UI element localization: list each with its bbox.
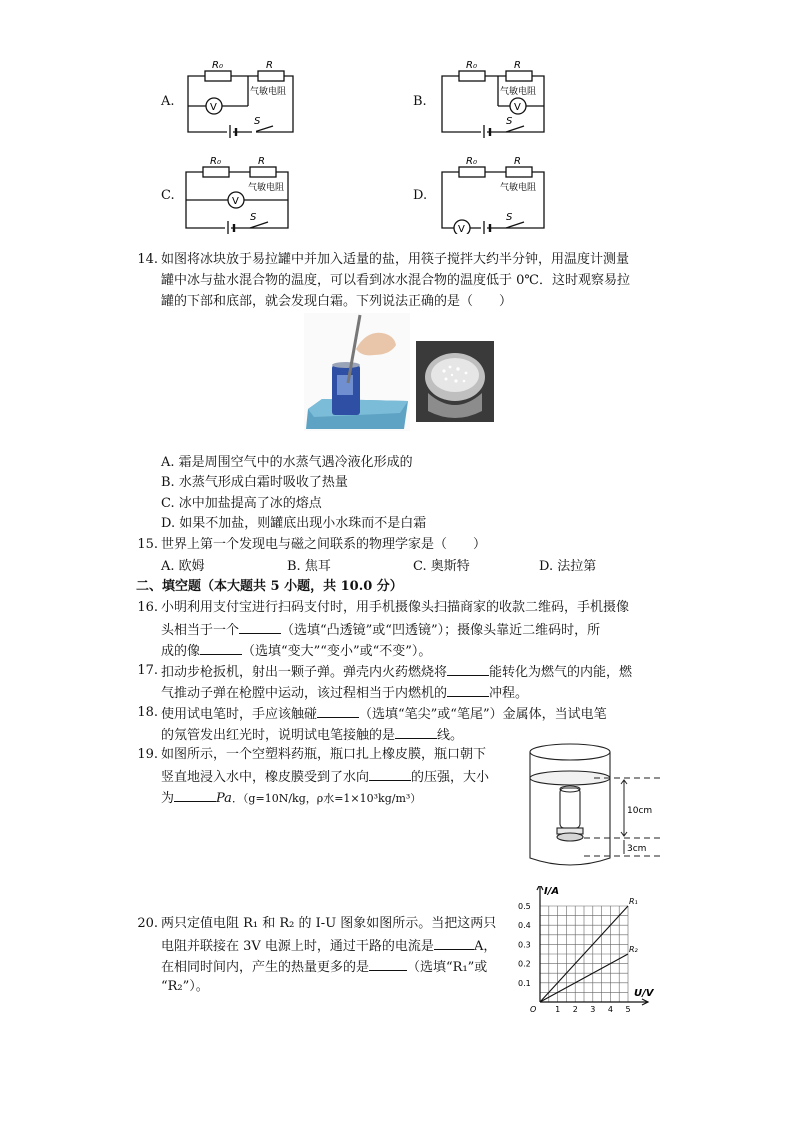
r-label: R — [258, 156, 265, 167]
q14-option-c[interactable]: C. 冰中加盐提高了冰的熔点 — [161, 496, 322, 511]
q19-line-2-a: 竖直地浸入水中，橡皮膜受到了水向 — [161, 770, 370, 785]
q20-blank-1[interactable] — [434, 935, 474, 950]
q16-number: 16. — [137, 600, 158, 615]
circuit-a-diagram — [178, 56, 298, 138]
x-tick-label: 5 — [625, 1005, 631, 1014]
q15-text: 世界上第一个发现电与磁之间联系的物理学家是（ ） — [161, 537, 487, 552]
r-label: R — [514, 60, 521, 71]
q14-line-1: 如图将冰块放于易拉罐中并加入适量的盐，用筷子搅拌大约半分钟，用温度计测量 — [161, 252, 630, 267]
x-tick-label: 2 — [572, 1005, 578, 1014]
x-tick-label: 4 — [607, 1005, 613, 1014]
q17-blank-1[interactable] — [447, 661, 489, 676]
q20-line-3 — [161, 956, 487, 978]
q18-line-1 — [161, 703, 607, 725]
series-label-2: R₂ — [629, 945, 638, 954]
q20-number: 20. — [137, 916, 158, 931]
r0-label: R₀ — [466, 60, 477, 71]
q17-line-1 — [161, 661, 632, 683]
q18-line-1-b: （选填“笔尖”或“笔尾”）金属体，当试电笔 — [359, 707, 607, 722]
r0-label: R₀ — [210, 156, 221, 167]
q16-line-2-b: （选填“凸透镜”或“凹透镜”）；摄像头靠近二维码时，所 — [281, 623, 601, 638]
q14-line-2: 罐中冰与盐水混合物的温度，可以看到冰水混合物的温度低于 0℃．这时观察易拉 — [161, 273, 630, 288]
q19-line-2 — [161, 766, 489, 788]
depth-3cm-label: 3cm — [627, 844, 647, 854]
r0-label: R₀ — [466, 156, 477, 167]
sensor-label: 气敏电阻 — [500, 183, 537, 193]
iu-graph — [516, 886, 664, 1016]
y-axis-label: I/A — [544, 886, 560, 897]
circuit-b-diagram — [432, 56, 552, 138]
q18-number: 18. — [137, 705, 158, 720]
q20-line-4: “R₂”）。 — [161, 979, 209, 994]
q19-line-1: 如图所示，一个空塑料药瓶，瓶口扎上橡皮膜，瓶口朝下 — [161, 747, 487, 762]
q15-option-c[interactable]: C. 奥斯特 — [413, 559, 470, 574]
q19-blank-2[interactable] — [174, 787, 216, 802]
q20-line-3-a: 在相同时间内，产生的热量更多的是 — [161, 960, 370, 975]
q20-line-1: 两只定值电阻 R₁ 和 R₂ 的 I-U 图象如图所示。当把这两只 — [161, 916, 497, 931]
r-label: R — [514, 156, 521, 167]
q17-line-2-b: 冲程。 — [489, 686, 529, 701]
q17-line-2-a: 气推动子弹在枪膛中运动，该过程相当于内燃机的 — [161, 686, 448, 701]
circuit-c-diagram — [176, 152, 296, 234]
q20-blank-2[interactable] — [369, 956, 407, 971]
option-d-letter[interactable]: D. — [413, 188, 428, 203]
q16-line-1: 小明利用支付宝进行扫码支付时，用手机摄像头扫描商家的收款二维码，手机摄像 — [161, 600, 630, 615]
q16-line-2-a: 头相当于一个 — [161, 623, 240, 638]
voltmeter-label: V — [458, 224, 465, 234]
switch-label: S — [506, 212, 513, 223]
option-a-letter[interactable]: A. — [161, 94, 175, 109]
q17-line-1-b: 能转化为燃气的内能，燃 — [489, 665, 633, 680]
q18-line-1-a: 使用试电笔时，手应该触碰 — [161, 707, 318, 722]
q14-option-a[interactable]: A. 霜是周围空气中的水蒸气遇冷液化形成的 — [161, 455, 413, 470]
y-tick-label: 0.2 — [518, 959, 531, 969]
voltmeter-label: V — [514, 102, 521, 113]
voltmeter-label: V — [210, 102, 217, 113]
x-tick-label: 1 — [555, 1005, 561, 1014]
q20-line-3-b: （选填“R₁”或 — [407, 960, 488, 975]
q15-option-b[interactable]: B. 焦耳 — [287, 559, 331, 574]
circuit-d-diagram — [432, 152, 552, 234]
q17-line-1-a: 扣动步枪扳机，射出一颗子弹。弹壳内火药燃烧将 — [161, 665, 448, 680]
q14-line-3: 罐的下部和底部，就会发现白霜。下列说法正确的是（ ） — [161, 294, 513, 309]
q20-line-2 — [161, 935, 496, 957]
x-axis-label: U/V — [634, 988, 654, 999]
x-tick-label: 3 — [590, 1005, 596, 1014]
switch-label: S — [250, 212, 257, 223]
q19-line-3-a: 为 — [161, 791, 175, 806]
q20-line-2-a: 电阻并联接在 3V 电源上时，通过干路的电流是 — [161, 939, 434, 954]
q16-line-3 — [161, 640, 431, 662]
y-tick-label: 0.1 — [518, 978, 531, 988]
q19-line-3-c: ．（g=10N/kg，ρ水=1×10³kg/m³） — [231, 792, 422, 805]
q16-line-3-a: 成的像 — [161, 644, 201, 659]
q16-line-3-b: （选填“变大”“变小”或“不变”）。 — [242, 644, 432, 659]
sensor-label: 气敏电阻 — [248, 183, 285, 193]
sensor-label: 气敏电阻 — [250, 87, 287, 97]
q15-option-a[interactable]: A. 欧姆 — [161, 559, 205, 574]
depth-10cm-label: 10cm — [627, 806, 653, 816]
q18-line-2-a: 的氖管发出红光时，说明试电笔接触的是 — [161, 728, 396, 743]
y-tick-label: 0.4 — [518, 921, 531, 931]
ice-can-photo — [304, 313, 410, 431]
chart-labels — [518, 886, 655, 1014]
q16-line-2 — [161, 619, 600, 641]
q18-line-2-b: 线。 — [437, 728, 464, 743]
q20-line-2-b: A， — [473, 939, 497, 954]
q16-blank-2[interactable] — [200, 640, 242, 655]
section-title: 二、填空题（本大题共 5 小题，共 10.0 分） — [136, 579, 403, 594]
voltmeter-label: V — [232, 196, 239, 207]
q19-blank-1[interactable] — [369, 766, 411, 781]
q14-option-b[interactable]: B. 水蒸气形成白霜时吸收了热量 — [161, 475, 348, 490]
origin-label: O — [530, 1005, 537, 1014]
sensor-label: 气敏电阻 — [500, 87, 537, 97]
q18-line-2 — [161, 724, 463, 746]
y-tick-label: 0.5 — [518, 902, 531, 911]
q15-number: 15. — [137, 537, 158, 552]
q14-number: 14. — [137, 252, 158, 267]
series-label-1: R₁ — [629, 897, 638, 906]
q17-line-2 — [161, 682, 528, 704]
can-bottom-frost-photo — [416, 341, 494, 422]
option-c-letter[interactable]: C. — [161, 188, 175, 203]
q18-blank-1[interactable] — [317, 703, 359, 718]
q19-unit: Pa — [216, 791, 232, 806]
switch-label: S — [506, 116, 513, 127]
y-tick-label: 0.3 — [518, 940, 531, 950]
bottle-in-water-figure — [520, 740, 662, 870]
q18-blank-2[interactable] — [395, 724, 437, 739]
q19-line-3 — [161, 787, 421, 809]
q16-blank-1[interactable] — [239, 619, 281, 634]
q19-number: 19. — [137, 747, 158, 762]
switch-label: S — [254, 116, 261, 127]
q19-line-2-b: 的压强，大小 — [411, 770, 490, 785]
q17-number: 17. — [137, 663, 158, 678]
q14-option-d[interactable]: D. 如果不加盐，则罐底出现小水珠而不是白霜 — [161, 516, 427, 531]
r-label: R — [266, 60, 273, 71]
q15-option-d[interactable]: D. 法拉第 — [539, 559, 597, 574]
r0-label: R₀ — [212, 60, 223, 71]
option-b-letter[interactable]: B. — [413, 94, 427, 109]
q17-blank-2[interactable] — [447, 682, 489, 697]
